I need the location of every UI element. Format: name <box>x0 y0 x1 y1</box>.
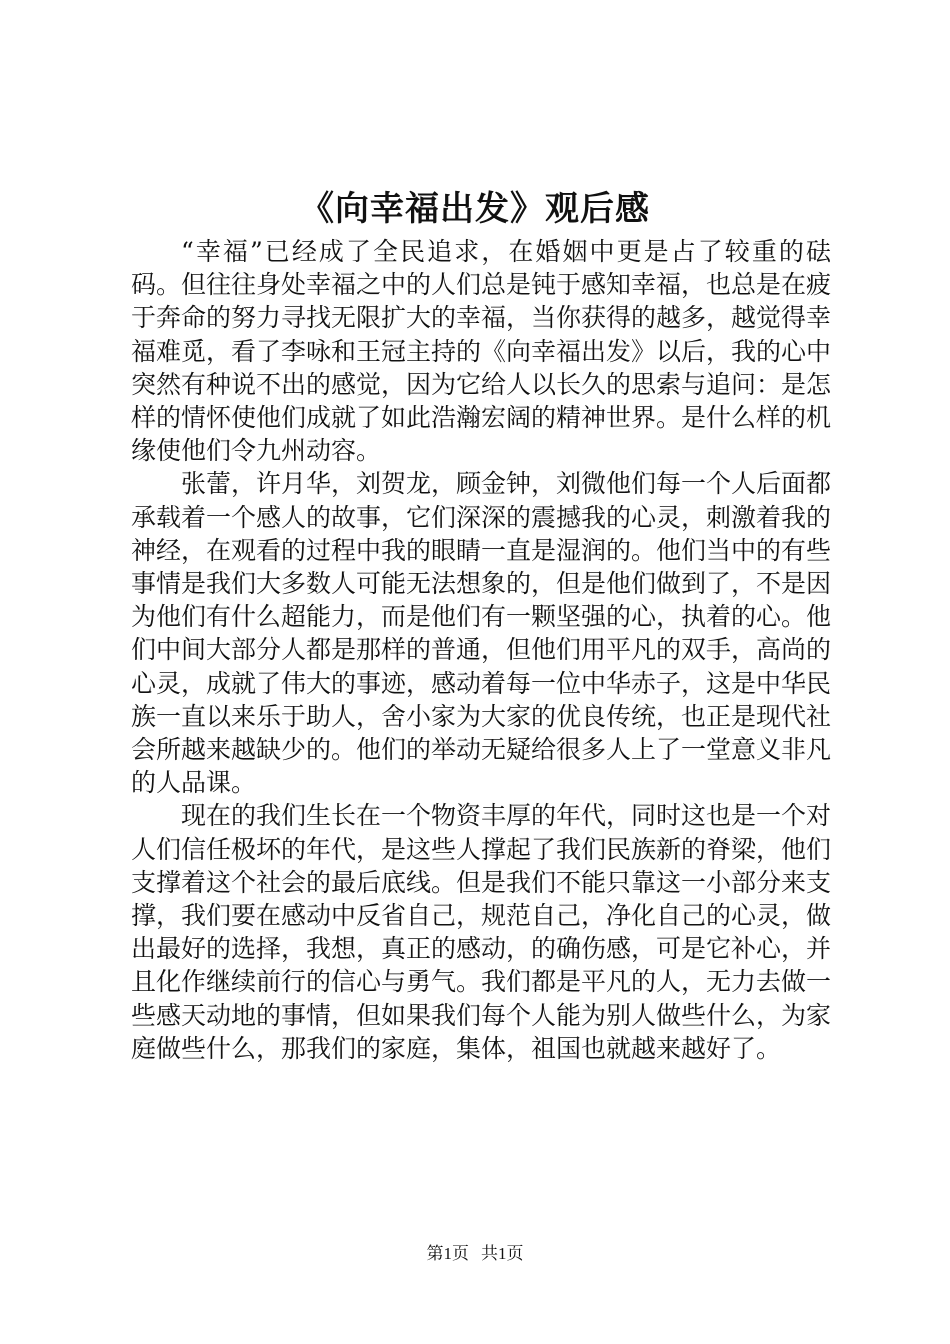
page-footer <box>0 1242 950 1266</box>
page-total: 共1页 <box>481 1244 524 1263</box>
paragraph-3: 现在的我们生长在一个物资丰厚的年代，同时这也是一个对人们信任极坏的年代，是这些人撑起了我们民族新的脊梁，他们支撑着这个社会的最后底线。但是我们不能只靠这一小部分来支撑，我们要在感动中反省自己，规范自己，净化自己的心灵，做出最好的选择，我想，真正的感动，的确伤感，可是它补心，并且化作继续前行的信心与勇气。我们都是平凡的人，无力去做一些感天动地的事情，但如果我们每个人能为别人做些什么，为家庭做些什么，那我们的家庭，集体，祖国也就越来越好了。 <box>131 801 832 1063</box>
document-title: 《向幸福出发》观后感 <box>300 189 650 229</box>
paragraph-1: “幸福”已经成了全民追求，在婚姻中更是占了较重的砝码。但往往身处幸福之中的人们总是钝于感知幸福，也总是在疲于奔命的努力寻找无限扩大的幸福，当你获得的越多，越觉得幸福难觅，看了李咏和王冠主持的《向幸福出发》以后，我的心中突然有种说不出的感觉，因为它给人以长久的思索与追问：是怎样的情怀使他们成就了如此浩瀚宏阔的精神世界。是什么样的机缘使他们令九州动容。 <box>131 237 832 466</box>
paragraph-2: 张蕾，许月华，刘贺龙，顾金钟，刘微他们每一个人后面都承载着一个感人的故事，它们深深的震撼我的心灵，刺激着我的神经，在观看的过程中我的眼睛一直是湿润的。他们当中的有些事情是我们大多数人可能无法想象的，但是他们做到了，不是因为他们有什么超能力，而是他们有一颗坚强的心，执着的心。他们中间大部分人都是那样的普通，但他们用平凡的双手，高尚的心灵，成就了伟大的事迹，感动着每一位中华赤子，这是中华民族一直以来乐于助人，舍小家为大家的优良传统，也正是现代社会所越来越缺少的。他们的举动无疑给很多人上了一堂意义非凡的人品课。 <box>131 469 832 798</box>
document-body <box>131 235 831 1065</box>
page-number: 第1页 <box>426 1244 469 1263</box>
